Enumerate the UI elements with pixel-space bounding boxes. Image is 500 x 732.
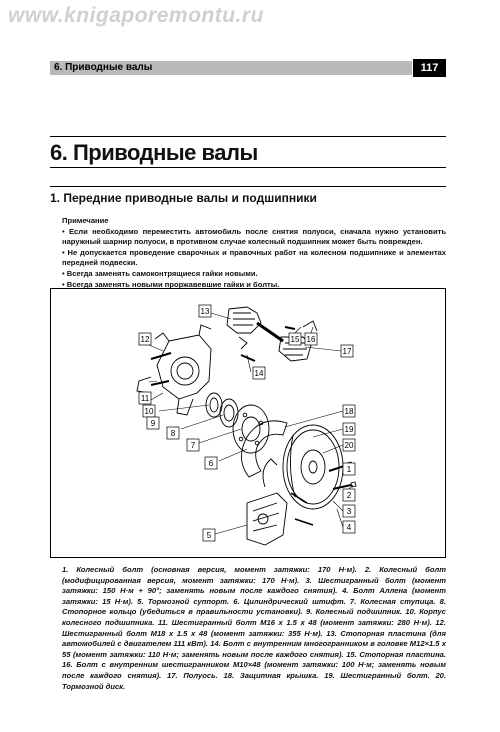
svg-text:8: 8 [170,429,176,438]
svg-text:18: 18 [344,407,354,416]
callout-9 [147,417,159,429]
svg-text:15: 15 [290,335,300,344]
callout-13 [199,305,211,317]
note-block [62,216,446,290]
callout-15 [289,333,301,345]
svg-text:19: 19 [344,425,354,434]
chapter-top-rule [50,136,446,137]
svg-text:12: 12 [140,335,150,344]
callout-16 [305,333,317,345]
note-item: • Не допускается проведение сварочных и правочных работ на колесном подшипнике и элементах передней подвески. [62,247,446,268]
wheel-hub-drawing [233,405,269,453]
callout-6 [205,457,217,469]
wheel-bearing-drawing [206,393,238,427]
svg-text:20: 20 [344,441,354,450]
svg-text:14: 14 [254,369,264,378]
callout-12 [139,333,151,345]
brake-disc-drawing [283,425,343,509]
svg-text:7: 7 [190,441,196,450]
callout-17 [341,345,353,357]
callout-7 [187,439,199,451]
svg-text:4: 4 [346,523,352,532]
callout-11 [139,392,151,404]
svg-text:11: 11 [140,394,150,403]
svg-text:1: 1 [346,465,352,474]
callout-18 [343,405,355,417]
callout-4 [343,521,355,533]
svg-text:10: 10 [144,407,154,416]
svg-text:13: 13 [200,307,210,316]
exploded-view-drawing [51,289,446,558]
callout-8 [167,427,179,439]
svg-text:5: 5 [206,531,212,540]
exploded-view-figure [50,288,446,558]
running-header-title: 6. Приводные валы [54,62,153,73]
callout-10 [143,405,155,417]
callout-5 [203,529,215,541]
svg-text:6: 6 [208,459,214,468]
brake-caliper-drawing [247,459,313,545]
svg-text:17: 17 [342,347,352,356]
callout-1 [343,463,355,475]
callout-19 [343,423,355,435]
section-title: 1. Передние приводные валы и подшипники [50,191,317,205]
svg-text:16: 16 [306,335,316,344]
callout-leaders [149,313,353,534]
note-item: • Всегда заменять новыми проржавевшие гайки и болты. [62,279,280,289]
callout-14 [253,367,265,379]
svg-text:3: 3 [346,507,352,516]
svg-text:2: 2 [346,491,352,500]
section-rule [50,186,446,187]
note-item: • Всегда заменять самоконтрящиеся гайки новыми. [62,268,258,278]
callout-20 [343,439,355,451]
chapter-bottom-rule [50,167,446,168]
figure-caption: 1. Колесный болт (основная версия, момент затяжки: 170 Н·м). 2. Колесный болт (модифицированная версия, момент затяжки: 170 Н·м). 3. Шестигранный болт (момент затяжки: 150 Н·м + 90°; заменять новым после каждого снятия). 4. Болт Аллена (момент затяжки: 15 Н·м). 5. Тормозной суппорт. 6. Цилиндрический штифт. 7. Колесная ступица. 8. Стопорное кольцо (убедиться в правильности установки). 9. Колесный подшипник. 10. Корпус колесного подшипника. 11. Шестигранный болт M16 x 1.5 x 48 (момент затяжки: 280 Н·м). 12. Шестигранный болт M18 x 1.5 x 48 (момент затяжки: 355 Н·м). 13. Стопорная пластина (для автомобилей с двигателем 111 кВт). 14. Болт с внутренним многогранником в головке M12×1.5 x 55 (момент затяжки: 110 Н·м; заменять новым после каждого снятия). 15. Стопорная пластина. 16. Болт с внутренним шестигранником M10×48 (момент затяжки: 100 Н·м; заменять новым после каждого снятия). 17. Полуось. 18. Защитная крышка. 19. Шестигранный болт. 20. Тормозной диск. [62,565,446,691]
callout-3 [343,505,355,517]
callout-2 [343,489,355,501]
watermark: www.knigaporemontu.ru [8,4,264,27]
note-item: • Если необходимо переместить автомобиль после снятия полуоси, сначала нужно установить наружный шарнир полуоси, в противном случае колесный подшипник может быть поврежден. [62,226,446,247]
svg-text:9: 9 [150,419,156,428]
note-heading: Примечание [62,216,109,225]
chapter-title: 6. Приводные валы [50,140,258,165]
page-number: 117 [413,59,446,77]
